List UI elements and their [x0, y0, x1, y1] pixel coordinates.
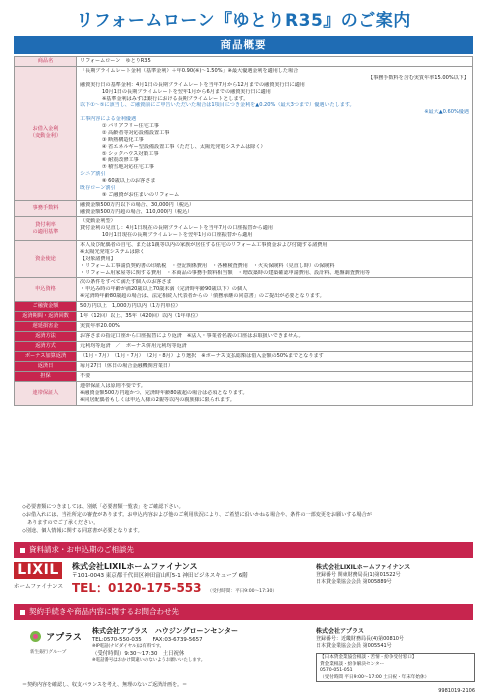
- product-overview-header: 商品概要: [14, 36, 473, 54]
- note-line: ◇お借入れには、当社所定の審査があります。お申込内容および他のご利用状況により、ご希望に沿いかねる場合や、条件の一部変更をお願いする場合が: [22, 512, 372, 518]
- row-value: [77, 57, 473, 67]
- value-line: ⑤ シックハウス対策工事: [102, 150, 159, 157]
- note-line: ◇別途、個人情報に関する同意書が必要となります。: [22, 528, 143, 534]
- table-row: [15, 57, 473, 67]
- table-row: [15, 278, 473, 302]
- value-line: 実質年率20.00%: [80, 323, 120, 330]
- row-label: 商品名: [15, 57, 77, 67]
- document-code: 9981019-2106: [438, 688, 475, 694]
- aplus-contact: [92, 626, 312, 664]
- value-line: ※同居配偶者もしくは申込人様の2親等以内の親族様に限られます。: [80, 396, 235, 403]
- value-line: 連帯保証人は原則不要です。: [80, 383, 146, 390]
- inquiry-section-header: [14, 542, 473, 558]
- table-row: [15, 372, 473, 382]
- value-line: 毎月27日（休日の場合金融機関営業日）: [80, 363, 174, 370]
- value-line: 本人及び配偶者の自宅、または1親等以内の家族が居住する住宅のリフォーム工事資金および付随する諸費用: [80, 242, 328, 249]
- aplus-hours: （受付時間）9:30〜17:30 土日祝休: [92, 651, 185, 657]
- aplus-registration: [316, 627, 476, 650]
- row-value: [77, 217, 473, 241]
- square-bullet-icon: [20, 610, 25, 615]
- value-line: 既存ローン割引: [80, 184, 116, 191]
- page-title: リフォームローン『ゆとりR35』のご案内: [76, 11, 411, 31]
- value-line: ・リフォーム用家屋等に関する費用 ・本商品の事務手数料相当額 ・増改築時の建築確認申請費用、設計料、地盤調査費用等: [80, 269, 371, 276]
- value-line: 50万円以上 1,000万円以内（1万円単位）: [80, 303, 181, 310]
- lixil-side-company: 株式会社LIXILホームファイナンス: [316, 564, 411, 571]
- value-line: 10月1日現在の長期プライムレートを翌年1月の口座振替から適用: [102, 232, 253, 239]
- lixil-hours: （受付時間：平日9:00〜17:30）: [207, 589, 277, 594]
- value-line: シニア割引: [80, 171, 106, 178]
- row-value: [77, 332, 473, 342]
- lixil-registration: [316, 563, 476, 586]
- row-value: [77, 382, 473, 406]
- value-line: 貸付金利の見直し：4月1日現在の長期プライムレートを当年7月の口座振替から適用: [80, 225, 273, 232]
- lixil-logo-block: [14, 562, 64, 598]
- dispute-center-box: [316, 653, 475, 682]
- aplus-logo-block: [30, 626, 90, 655]
- value-line: 工事内容による金利優遇: [80, 116, 137, 123]
- row-label: 申込資格: [15, 278, 77, 302]
- value-line: 【対象諸費用】: [80, 255, 116, 262]
- value-line: お客さまの指定口座から口座振替により返済 ※法人・事業者名義の口座はお取扱いできません。: [80, 333, 304, 340]
- value-line: ⑧ 60歳以上のお客さま: [102, 178, 156, 185]
- lixil-company-name: 株式会社LIXILホームファイナンス: [72, 562, 198, 571]
- table-row: [15, 352, 473, 362]
- value-line: 以下①〜⑤に該当し、ご融資前にご申告いただいた場合は1項目につき金利を▲0.20%（最大3つまで）優遇いたします。: [80, 102, 355, 109]
- row-value: [77, 312, 473, 322]
- row-label: 事務手数料: [15, 200, 77, 217]
- assoc-line: 貸金業相談・紛争解決センター: [320, 661, 385, 667]
- row-value: [77, 241, 473, 278]
- value-line: リフォームローン ゆとりR35: [80, 58, 151, 65]
- table-row: [15, 322, 473, 332]
- section-title: 資料請求・お申込期のご相談先: [29, 545, 134, 554]
- lixil-contact: [72, 561, 312, 600]
- notes: [22, 503, 477, 535]
- table-row: [15, 200, 473, 217]
- product-overview-table: [14, 56, 473, 406]
- section-title: 契約手続きや商品内容に関するお問合わせ先: [29, 607, 179, 616]
- value-line: ※基準金利はみずほ銀行における長期プライムレートとします。: [102, 95, 249, 102]
- row-value: [77, 302, 473, 312]
- value-line: 融資金額500万円以下の場合、30,000円（税込）: [80, 201, 195, 208]
- square-bullet-icon: [20, 548, 25, 553]
- value-line: 次の条件をすべて満たす個人のお客さま: [80, 279, 172, 286]
- value-line: 融資実行日の基準金利：4月1日の長期プライムレートを当年7月から12月までの融資実行日に適用: [80, 81, 305, 88]
- row-value: [77, 342, 473, 352]
- row-label: ご融資金額: [15, 302, 77, 312]
- value-line: 「長期プライムレート金利（基準金利）＋年0.90(※)〜1.50%」※最大優遇金利を適用した場合: [80, 68, 299, 75]
- aplus-phone[interactable]: TEL:0570-550-035: [92, 637, 142, 643]
- assoc-line: （受付時間 平日9:00〜17:00 土日祝・年末年始休）: [320, 674, 430, 680]
- lixil-logo: LIXIL: [14, 562, 62, 579]
- value-line: ※融資金額500万円超かつ、完済時年齢80歳超の場合は必須となります。: [80, 390, 248, 397]
- value-line: （変動金利型）: [80, 218, 116, 225]
- value-line: （1月・7月） （1月・7月） （2月・8月）より選択 ※ボーナス支払総額は借入金額の50%までとなります: [80, 353, 324, 360]
- value-line: 10月1日の長期プライムレートを翌年1月から6月までの融資実行日に適用: [102, 88, 271, 95]
- value-line: ※完済時年齢80歳超の場合は、法定相続人代表者からの「債務承継の同意書」のご提出が必要となります。: [80, 293, 325, 300]
- row-label: 返済方式: [15, 342, 77, 352]
- assoc-phone: 0570-051-051: [320, 668, 353, 674]
- row-label: 資金使途: [15, 241, 77, 278]
- lixil-logo-sub: ホームファイナンス: [14, 584, 63, 590]
- row-label: 返済期間・返済回数: [15, 312, 77, 322]
- aplus-group: 新生銀行グループ: [30, 650, 67, 655]
- row-label: 返済日: [15, 362, 77, 372]
- row-value: [77, 278, 473, 302]
- value-line: 【事務手数料を含む実質年率15.00%以下】: [368, 74, 469, 81]
- table-row: [15, 332, 473, 342]
- value-line: 元利均等返済 ／ ボーナス併用元利均等返済: [80, 343, 187, 350]
- aplus-assoc-number: 日本貸金業協会会員 第005541号: [316, 643, 392, 650]
- value-line: ① バリアフリー住宅工事: [102, 123, 159, 130]
- value-line: ⑨ ご融資がお住まいのリフォーム: [102, 191, 180, 198]
- table-row: [15, 217, 473, 241]
- value-line: ③ 断熱構造化工事: [102, 136, 144, 143]
- aplus-fax: FAX:03-6739-5657: [152, 637, 203, 643]
- table-row: [15, 67, 473, 201]
- row-value: [77, 322, 473, 332]
- value-line: ・申込み時の年齢が満20歳以上70歳未満（完済時年齢90歳以下）の個人: [80, 286, 248, 293]
- table-row: [15, 382, 473, 406]
- value-line: 不要: [80, 373, 91, 380]
- value-line: ⑥ 耐震改修工事: [102, 157, 139, 164]
- row-label: 貸付利率 の適用基準: [15, 217, 77, 241]
- row-label: 返済方法: [15, 332, 77, 342]
- table-row: [15, 362, 473, 372]
- repayment-advice: ＝契約内容を確認し、収支バランスを考え、無理のないご返済計画を。＝: [22, 682, 188, 688]
- table-row: [15, 302, 473, 312]
- table-row: [15, 342, 473, 352]
- note-line: ◇必要書類につきましては、別紙「必要書類一覧表」をご確認下さい。: [22, 504, 184, 510]
- row-value: [77, 352, 473, 362]
- aplus-reg-number: 登録番号：近畿財務局長(4)第00810号: [316, 636, 404, 642]
- table-row: [15, 312, 473, 322]
- row-label: 連帯保証人: [15, 382, 77, 406]
- value-line: ※太陽光発電システムは除く: [80, 248, 145, 255]
- aplus-logo-icon: [30, 631, 41, 642]
- value-line: 1年（12回）以上、35年（420回）以内（1年単位）: [80, 313, 201, 320]
- value-line: ⑦ 積雪地対応住宅工事: [102, 164, 155, 171]
- note-line: ありますのでご了承ください。: [22, 520, 99, 526]
- value-line: ・リフォーム工事請負契約書の印紙税 ・登記関係費用 ・各種検査費用 ・火災保険料（見直し時）の保険料: [80, 262, 335, 269]
- contract-section-header: [14, 604, 473, 620]
- assoc-line: 【日本貸金業協会相談・苦情・紛争受付窓口】: [320, 655, 417, 660]
- row-label: ボーナス加算返済: [15, 352, 77, 362]
- value-line: ※最大▲0.60%優遇: [424, 109, 469, 116]
- lixil-phone[interactable]: TEL：0120-175-553: [72, 581, 202, 595]
- lixil-reg-number: 登録番号 関東財務局長(1)第01522号: [316, 572, 401, 578]
- row-value: [77, 372, 473, 382]
- lixil-address: 〒101-0043 東京都千代田区神田富山町5-1 神田ビジネスキューブ 6階: [72, 573, 248, 579]
- aplus-side-company: 株式会社アプラス: [316, 628, 364, 635]
- aplus-company-name: 株式会社アプラス ハウジングローンセンター: [92, 627, 239, 635]
- row-label: 遅延損害金: [15, 322, 77, 332]
- value-line: ② 高齢者等対応設備設置工事: [102, 129, 170, 136]
- aplus-note: ※電話番号はおかけ間違いのないようお願いいたします。: [92, 658, 206, 663]
- row-value: [77, 362, 473, 372]
- lixil-assoc-number: 日本貸金業協会会員 第005889号: [316, 579, 392, 586]
- row-value: [77, 67, 473, 201]
- aplus-logo-name: アプラス: [46, 633, 82, 643]
- aplus-note: ※IP電話(ナビダイヤル)は有料です。: [92, 644, 165, 649]
- row-value: [77, 200, 473, 217]
- row-label: 担保: [15, 372, 77, 382]
- value-line: ④ 省エネルギー型設備設置工事（ただし、太陽光発電システムは除く）: [102, 143, 266, 150]
- table-row: [15, 241, 473, 278]
- row-label: お借入金利 （変動金利）: [15, 67, 77, 201]
- value-line: 融資金額500万円超の場合、110,000円（税込）: [80, 208, 193, 215]
